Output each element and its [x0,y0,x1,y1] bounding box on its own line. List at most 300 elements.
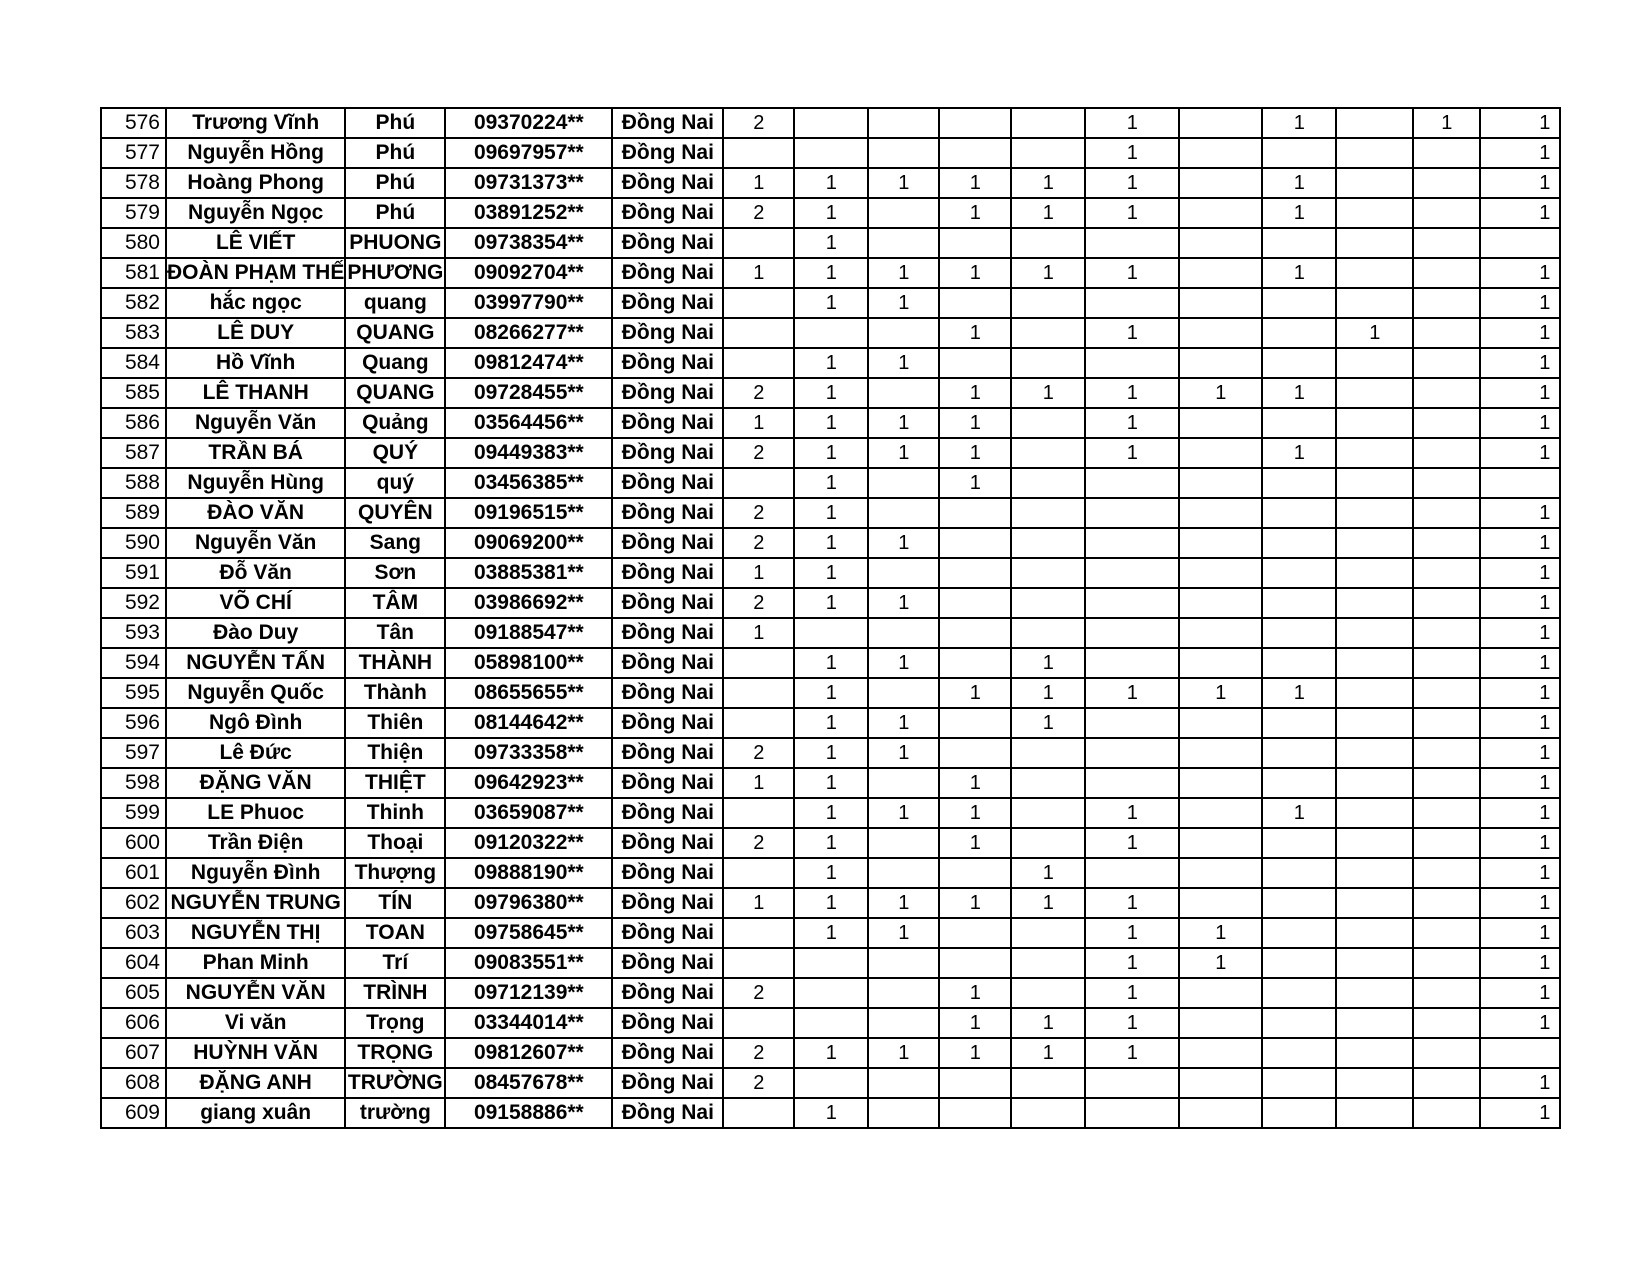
value-cell: 1 [1480,348,1560,378]
value-cell: 1 [1480,918,1560,948]
phone-cell: 09812474** [445,348,612,378]
value-cell [1179,1068,1262,1098]
value-cell [1413,738,1480,768]
row-number-cell: 600 [101,828,166,858]
value-cell: 1 [1480,1068,1560,1098]
value-cell [939,1068,1011,1098]
row-number-cell: 602 [101,888,166,918]
table-row [101,258,1560,288]
value-cell [868,678,939,708]
value-cell [1262,888,1336,918]
value-cell [723,468,794,498]
first-name-cell: Hồ Vĩnh [166,348,345,378]
value-cell [1085,288,1179,318]
value-cell [1262,918,1336,948]
value-cell [1262,1068,1336,1098]
value-cell: 1 [1480,528,1560,558]
value-cell [939,348,1011,378]
first-name-cell: Nguyễn Văn [166,408,345,438]
value-cell [723,648,794,678]
row-number-cell: 579 [101,198,166,228]
value-cell: 1 [868,408,939,438]
value-cell [1413,378,1480,408]
value-cell: 1 [939,888,1011,918]
first-name-cell: LÊ VIẾT [166,228,345,258]
phone-cell: 09092704** [445,258,612,288]
value-cell: 1 [1480,288,1560,318]
value-cell: 1 [1480,738,1560,768]
province-cell: Đồng Nai [612,588,723,618]
first-name-cell: TRẦN BÁ [166,438,345,468]
given-name-cell: quý [345,468,445,498]
phone-cell: 09796380** [445,888,612,918]
table-row [101,888,1560,918]
value-cell [1179,828,1262,858]
value-cell [723,1098,794,1128]
given-name-cell: Phú [345,138,445,168]
value-cell: 1 [1011,708,1085,738]
value-cell: 1 [1480,168,1560,198]
province-cell: Đồng Nai [612,378,723,408]
value-cell [1262,738,1336,768]
value-cell [1413,888,1480,918]
value-cell: 1 [1011,648,1085,678]
province-cell: Đồng Nai [612,408,723,438]
value-cell [1085,348,1179,378]
value-cell [1336,678,1413,708]
given-name-cell: Sơn [345,558,445,588]
value-cell [1085,468,1179,498]
value-cell: 2 [723,438,794,468]
row-number-cell: 608 [101,1068,166,1098]
first-name-cell: hắc ngọc [166,288,345,318]
value-cell: 1 [794,1038,868,1068]
phone-cell: 09738354** [445,228,612,258]
province-cell: Đồng Nai [612,618,723,648]
table-row [101,408,1560,438]
value-cell [939,1098,1011,1128]
value-cell [1262,498,1336,528]
value-cell: 1 [868,888,939,918]
value-cell: 1 [1480,198,1560,228]
value-cell: 1 [1480,108,1560,138]
value-cell [1480,1038,1560,1068]
value-cell [1336,1098,1413,1128]
province-cell: Đồng Nai [612,1038,723,1068]
value-cell: 2 [723,738,794,768]
given-name-cell: TRỌNG [345,1038,445,1068]
value-cell [723,318,794,348]
value-cell [1179,198,1262,228]
value-cell [1179,288,1262,318]
value-cell: 1 [1085,798,1179,828]
value-cell [868,618,939,648]
value-cell: 1 [1011,858,1085,888]
row-number-cell: 576 [101,108,166,138]
value-cell: 2 [723,1068,794,1098]
phone-cell: 09188547** [445,618,612,648]
value-cell: 1 [939,438,1011,468]
value-cell [1413,768,1480,798]
province-cell: Đồng Nai [612,468,723,498]
province-cell: Đồng Nai [612,558,723,588]
value-cell: 1 [1480,138,1560,168]
value-cell [868,858,939,888]
value-cell: 1 [794,828,868,858]
value-cell: 1 [1085,978,1179,1008]
value-cell: 1 [939,768,1011,798]
table-row [101,618,1560,648]
value-cell [794,138,868,168]
phone-cell: 09728455** [445,378,612,408]
given-name-cell: QUYÊN [345,498,445,528]
value-cell [723,348,794,378]
first-name-cell: Nguyễn Văn [166,528,345,558]
value-cell: 2 [723,1038,794,1068]
province-cell: Đồng Nai [612,648,723,678]
value-cell: 1 [1179,678,1262,708]
value-cell: 1 [723,768,794,798]
value-cell [1085,588,1179,618]
province-cell: Đồng Nai [612,1068,723,1098]
value-cell [939,108,1011,138]
value-cell: 1 [794,228,868,258]
table-row [101,1068,1560,1098]
phone-cell: 08144642** [445,708,612,738]
value-cell: 1 [794,768,868,798]
given-name-cell: quang [345,288,445,318]
value-cell [1413,318,1480,348]
value-cell [794,108,868,138]
value-cell [1085,228,1179,258]
province-cell: Đồng Nai [612,228,723,258]
value-cell [1262,768,1336,798]
row-number-cell: 583 [101,318,166,348]
table-row [101,318,1560,348]
value-cell: 1 [794,708,868,738]
table-row [101,768,1560,798]
given-name-cell: TÍN [345,888,445,918]
value-cell: 1 [1480,438,1560,468]
row-number-cell: 609 [101,1098,166,1128]
row-number-cell: 587 [101,438,166,468]
value-cell [1336,348,1413,378]
row-number-cell: 593 [101,618,166,648]
value-cell [723,708,794,738]
first-name-cell: ĐOÀN PHẠM THẾ [166,258,345,288]
value-cell [1179,588,1262,618]
value-cell: 1 [1011,888,1085,918]
value-cell [1085,768,1179,798]
value-cell: 1 [794,528,868,558]
value-cell [1179,708,1262,738]
value-cell [868,768,939,798]
table-body [101,108,1560,1128]
value-cell [1262,228,1336,258]
value-cell [1413,858,1480,888]
value-cell [1413,648,1480,678]
table-row [101,678,1560,708]
value-cell [1179,888,1262,918]
value-cell: 1 [723,618,794,648]
province-cell: Đồng Nai [612,1098,723,1128]
value-cell [1179,438,1262,468]
table-row [101,438,1560,468]
first-name-cell: Đào Duy [166,618,345,648]
value-cell: 1 [1085,678,1179,708]
given-name-cell: Thoại [345,828,445,858]
value-cell [1336,738,1413,768]
value-cell: 1 [1480,708,1560,738]
value-cell: 1 [939,678,1011,708]
value-cell [794,978,868,1008]
value-cell: 1 [868,1038,939,1068]
value-cell [1336,1068,1413,1098]
value-cell: 1 [794,288,868,318]
value-cell [1413,468,1480,498]
row-number-cell: 588 [101,468,166,498]
province-cell: Đồng Nai [612,198,723,228]
value-cell [1336,888,1413,918]
value-cell: 1 [1480,678,1560,708]
value-cell [1336,558,1413,588]
value-cell: 1 [1085,408,1179,438]
value-cell: 1 [1179,918,1262,948]
value-cell [1413,198,1480,228]
province-cell: Đồng Nai [612,888,723,918]
value-cell: 1 [1480,798,1560,828]
value-cell: 1 [868,438,939,468]
value-cell [1262,558,1336,588]
phone-cell: 09069200** [445,528,612,558]
first-name-cell: Nguyễn Hồng [166,138,345,168]
value-cell: 1 [794,438,868,468]
value-cell: 1 [1011,198,1085,228]
value-cell [1085,1068,1179,1098]
table-row [101,378,1560,408]
value-cell [794,618,868,648]
value-cell [1413,438,1480,468]
value-cell [1085,648,1179,678]
table-row [101,1038,1560,1068]
value-cell: 1 [1480,768,1560,798]
value-cell: 2 [723,108,794,138]
value-cell [1011,738,1085,768]
row-number-cell: 591 [101,558,166,588]
value-cell: 1 [868,528,939,558]
value-cell: 1 [868,648,939,678]
phone-cell: 09449383** [445,438,612,468]
value-cell [794,948,868,978]
value-cell: 2 [723,498,794,528]
value-cell: 1 [1480,318,1560,348]
table-row [101,648,1560,678]
value-cell: 1 [1480,978,1560,1008]
value-cell [723,138,794,168]
value-cell [1085,1098,1179,1128]
value-cell: 1 [868,918,939,948]
phone-cell: 08655655** [445,678,612,708]
value-cell [868,378,939,408]
value-cell [1336,1038,1413,1068]
value-cell [1011,1098,1085,1128]
value-cell [1262,348,1336,378]
table-row [101,918,1560,948]
value-cell [1011,438,1085,468]
value-cell: 1 [868,708,939,738]
value-cell [1413,348,1480,378]
given-name-cell: QUANG [345,378,445,408]
value-cell: 1 [1085,438,1179,468]
value-cell [1413,528,1480,558]
value-cell [939,708,1011,738]
value-cell [1413,168,1480,198]
province-cell: Đồng Nai [612,348,723,378]
row-number-cell: 589 [101,498,166,528]
value-cell [723,858,794,888]
value-cell [1011,768,1085,798]
table-row [101,1098,1560,1128]
value-cell [1336,588,1413,618]
value-cell [723,228,794,258]
given-name-cell: Quảng [345,408,445,438]
value-cell [1413,138,1480,168]
value-cell [868,978,939,1008]
row-number-cell: 607 [101,1038,166,1068]
phone-cell: 09812607** [445,1038,612,1068]
first-name-cell: Phan Minh [166,948,345,978]
phone-cell: 03344014** [445,1008,612,1038]
province-cell: Đồng Nai [612,948,723,978]
value-cell [1413,678,1480,708]
value-cell [1413,708,1480,738]
value-cell [794,318,868,348]
value-cell [1179,318,1262,348]
row-number-cell: 578 [101,168,166,198]
phone-cell: 09196515** [445,498,612,528]
province-cell: Đồng Nai [612,138,723,168]
value-cell [939,648,1011,678]
value-cell: 1 [939,378,1011,408]
value-cell: 1 [1085,258,1179,288]
value-cell: 1 [794,258,868,288]
value-cell [1336,858,1413,888]
value-cell [868,108,939,138]
province-cell: Đồng Nai [612,828,723,858]
value-cell [1413,258,1480,288]
value-cell [1262,858,1336,888]
row-number-cell: 584 [101,348,166,378]
value-cell: 1 [794,648,868,678]
first-name-cell: ĐÀO VĂN [166,498,345,528]
value-cell [1085,618,1179,648]
value-cell [1262,618,1336,648]
table-row [101,198,1560,228]
value-cell [1413,918,1480,948]
value-cell [1179,168,1262,198]
given-name-cell: Thiên [345,708,445,738]
province-cell: Đồng Nai [612,318,723,348]
given-name-cell: TÂM [345,588,445,618]
value-cell: 1 [939,1008,1011,1038]
value-cell [1011,228,1085,258]
value-cell: 1 [1480,408,1560,438]
value-cell: 1 [1480,558,1560,588]
value-cell [1336,108,1413,138]
value-cell [1336,138,1413,168]
value-cell [1336,708,1413,738]
first-name-cell: giang xuân [166,1098,345,1128]
value-cell [723,948,794,978]
value-cell: 1 [1085,1008,1179,1038]
value-cell [1336,798,1413,828]
value-cell [939,918,1011,948]
value-cell [1179,1098,1262,1128]
table-row [101,168,1560,198]
given-name-cell: Quang [345,348,445,378]
value-cell [1179,528,1262,558]
value-cell: 1 [1085,888,1179,918]
given-name-cell: QUANG [345,318,445,348]
phone-cell: 09158886** [445,1098,612,1128]
value-cell [1413,798,1480,828]
value-cell: 1 [1480,648,1560,678]
value-cell [1262,648,1336,678]
phone-cell: 09733358** [445,738,612,768]
first-name-cell: LÊ THANH [166,378,345,408]
value-cell [1011,1068,1085,1098]
phone-cell: 03564456** [445,408,612,438]
row-number-cell: 596 [101,708,166,738]
value-cell [1179,618,1262,648]
value-cell: 2 [723,978,794,1008]
value-cell: 1 [1011,1008,1085,1038]
row-number-cell: 605 [101,978,166,1008]
value-cell [1179,1008,1262,1038]
value-cell [1011,498,1085,528]
value-cell: 1 [723,168,794,198]
value-cell [1336,258,1413,288]
table-row [101,708,1560,738]
value-cell: 1 [1085,948,1179,978]
value-cell [868,828,939,858]
value-cell [1262,978,1336,1008]
value-cell [1336,618,1413,648]
value-cell: 1 [1262,678,1336,708]
province-cell: Đồng Nai [612,168,723,198]
table-row [101,588,1560,618]
value-cell [1262,318,1336,348]
phone-cell: 09370224** [445,108,612,138]
given-name-cell: TOAN [345,918,445,948]
value-cell [939,948,1011,978]
value-cell: 1 [939,318,1011,348]
row-number-cell: 582 [101,288,166,318]
province-cell: Đồng Nai [612,1008,723,1038]
value-cell: 1 [794,678,868,708]
value-cell: 1 [868,588,939,618]
value-cell [1413,948,1480,978]
value-cell: 1 [794,558,868,588]
value-cell: 1 [1085,378,1179,408]
value-cell: 2 [723,828,794,858]
value-cell: 1 [794,168,868,198]
value-cell: 1 [1262,378,1336,408]
province-cell: Đồng Nai [612,918,723,948]
value-cell [1262,1098,1336,1128]
value-cell: 1 [939,828,1011,858]
value-cell [1011,528,1085,558]
